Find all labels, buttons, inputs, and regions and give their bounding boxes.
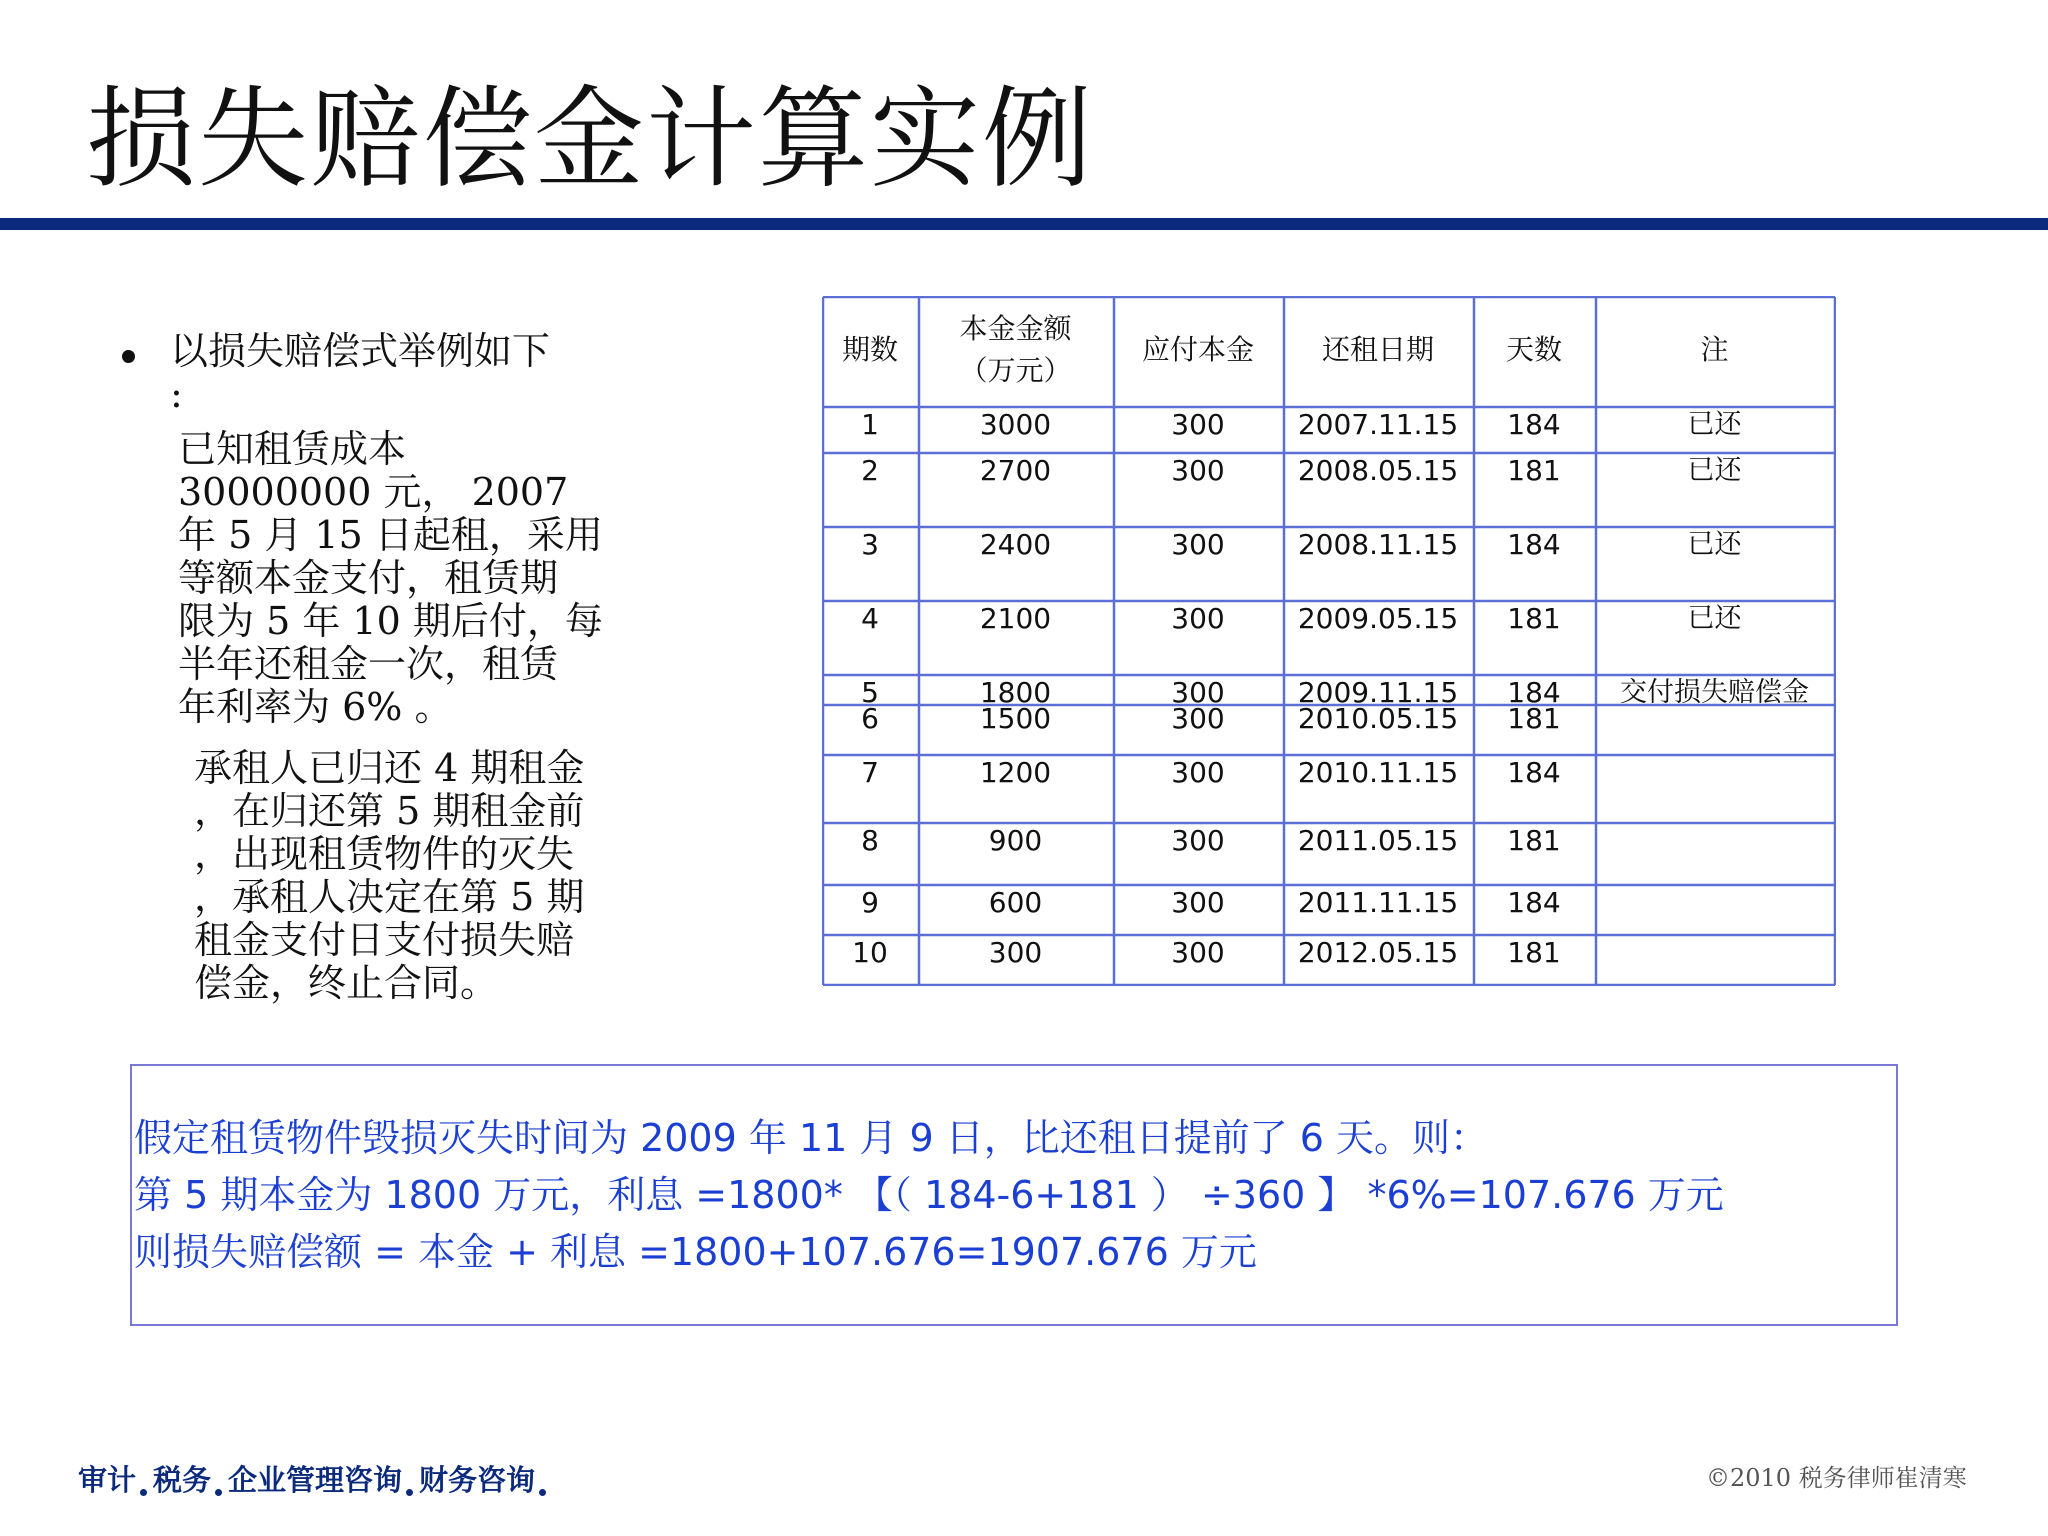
table-cell: 300 (1171, 936, 1225, 969)
table-cell: 4 (861, 602, 879, 635)
table-cell: 181 (1507, 602, 1561, 635)
table-cell: 900 (988, 824, 1043, 857)
table-cell: 2009.05.15 (1297, 602, 1459, 635)
paragraph-lessee-situation (170, 747, 624, 1005)
table-cell: 300 (1171, 408, 1225, 441)
table-cell: 300 (1171, 702, 1225, 735)
separator-dot-icon (140, 1489, 147, 1496)
table-cell: 181 (1507, 824, 1561, 857)
table-cell: 300 (988, 936, 1043, 969)
repayment-schedule-table (822, 296, 1836, 986)
calculation-text (134, 1110, 1724, 1281)
table-cell: 300 (1171, 824, 1225, 857)
para2-line: 偿金，终止合同。 (194, 961, 499, 1005)
table-cell: 2007.11.15 (1297, 408, 1459, 441)
paragraph-lease-terms (170, 428, 624, 729)
table-cell: 300 (1171, 454, 1225, 487)
table-cell: 9 (861, 886, 879, 919)
table-cell: 1 (861, 408, 879, 441)
table-note-cell: 已还 (1687, 455, 1742, 486)
para2-line: ，承租人决定在第 5 期 (194, 875, 585, 919)
table-cell: 2010.11.15 (1297, 756, 1459, 789)
separator-dot-icon (539, 1489, 546, 1496)
footer-item: 企业管理咨询 (228, 1463, 403, 1497)
table-cell: 300 (1171, 676, 1225, 709)
table-cell: 2012.05.15 (1297, 936, 1459, 969)
table-note-cell: 已还 (1687, 409, 1742, 440)
table-grid (822, 296, 1836, 986)
calculation-box (130, 1064, 1898, 1326)
table-header-cell: 期数 (841, 333, 898, 366)
table-cell: 184 (1507, 756, 1561, 789)
bullet-icon (122, 350, 135, 363)
table-cell: 10 (852, 936, 888, 969)
table-cell: 300 (1171, 756, 1225, 789)
table-cell: 6 (861, 702, 879, 735)
table-cell: 184 (1507, 676, 1561, 709)
slide-title: 损失赔偿金计算实例 (86, 75, 1094, 203)
table-header-cell: 还租日期 (1321, 333, 1434, 366)
table-cell: 300 (1171, 602, 1225, 635)
para1-line: 年 5 月 15 日起租，采用 (178, 513, 603, 557)
table-note-cell: 已还 (1687, 529, 1742, 560)
table-cell: 2008.11.15 (1297, 528, 1459, 561)
table-note-cell: 已还 (1687, 603, 1742, 634)
table-note-cell: 交付损失赔偿金 (1620, 677, 1809, 708)
table-cell: 1200 (979, 756, 1052, 789)
table-cell: 184 (1507, 886, 1561, 919)
table-cell: 3000 (979, 408, 1052, 441)
table-cell: 2400 (979, 528, 1052, 561)
table-cell: 3 (861, 528, 879, 561)
footer-item: 税务 (153, 1463, 212, 1497)
left-text-block (124, 330, 624, 1005)
para2-line: 租金支付日支付损失赔 (194, 918, 575, 962)
table-cell: 300 (1171, 528, 1225, 561)
table-cell: 2008.05.15 (1297, 454, 1459, 487)
para1-line: 30000000 元， 2007 (178, 470, 569, 514)
table-header-cell: 天数 (1505, 333, 1562, 366)
table-header-cell: 应付本金 (1141, 333, 1254, 366)
table-cell: 300 (1171, 886, 1225, 919)
table-cell: 184 (1507, 408, 1561, 441)
table-cell: 1800 (979, 676, 1052, 709)
table-cell: 8 (861, 824, 879, 857)
footer-services (78, 1458, 552, 1499)
table-cell: 2010.05.15 (1297, 702, 1459, 735)
table-cell: 2100 (979, 602, 1052, 635)
calc-line-3: 则损失赔偿额 = 本金 + 利息 =1800+107.676=1907.676 万元 (134, 1230, 1257, 1274)
table-cell: 1500 (979, 702, 1052, 735)
para1-line: 已知租赁成本 (178, 427, 407, 471)
separator-dot-icon (406, 1489, 413, 1496)
table-cell: 2009.11.15 (1297, 676, 1459, 709)
title-divider (0, 218, 2048, 230)
para2-line: ，出现租赁物件的灭失 (194, 832, 575, 876)
table-cell: 181 (1507, 936, 1561, 969)
table-cell: 181 (1507, 454, 1561, 487)
footer-item: 财务咨询 (419, 1463, 536, 1497)
table-cell: 2700 (979, 454, 1052, 487)
para2-line: ，在归还第 5 期租金前 (194, 789, 585, 833)
calc-line-2: 第 5 期本金为 1800 万元，利息 =1800* 【（ 184-6+181 ） ÷360 】 *6%=107.676 万元 (134, 1173, 1724, 1217)
table-cell: 7 (861, 756, 879, 789)
separator-dot-icon (215, 1489, 222, 1496)
para2-line: 承租人已归还 4 期租金 (194, 746, 585, 790)
para1-line: 等额本金支付，租赁期 (178, 556, 559, 600)
table-cell: 5 (861, 676, 879, 709)
footer-item: 审计 (78, 1463, 137, 1497)
table-header-cell: 注 (1700, 333, 1729, 366)
table-cell: 2 (861, 454, 879, 487)
footer-copyright: ©2010 税务律师崔清寒 (1706, 1464, 1967, 1492)
table-header-cell: 本金金额 （万元） (959, 312, 1072, 387)
para1-line: 限为 5 年 10 期后付，每 (178, 599, 603, 643)
table-cell: 181 (1507, 702, 1561, 735)
table-cell: 2011.05.15 (1297, 824, 1459, 857)
table-cell: 184 (1507, 528, 1561, 561)
table-cell: 600 (988, 886, 1043, 919)
para1-line: 半年还租金一次，租赁 (178, 642, 559, 686)
bullet-text: 以损失赔偿式举例如下 (170, 329, 551, 373)
para1-line: 年利率为 6% 。 (178, 685, 453, 729)
table-cell: 2011.11.15 (1297, 886, 1459, 919)
calc-line-1: 假定租赁物件毁损灭失时间为 2009 年 11 月 9 日，比还租日提前了 6 天。则： (134, 1116, 1489, 1160)
bullet-colon: : (170, 372, 183, 416)
